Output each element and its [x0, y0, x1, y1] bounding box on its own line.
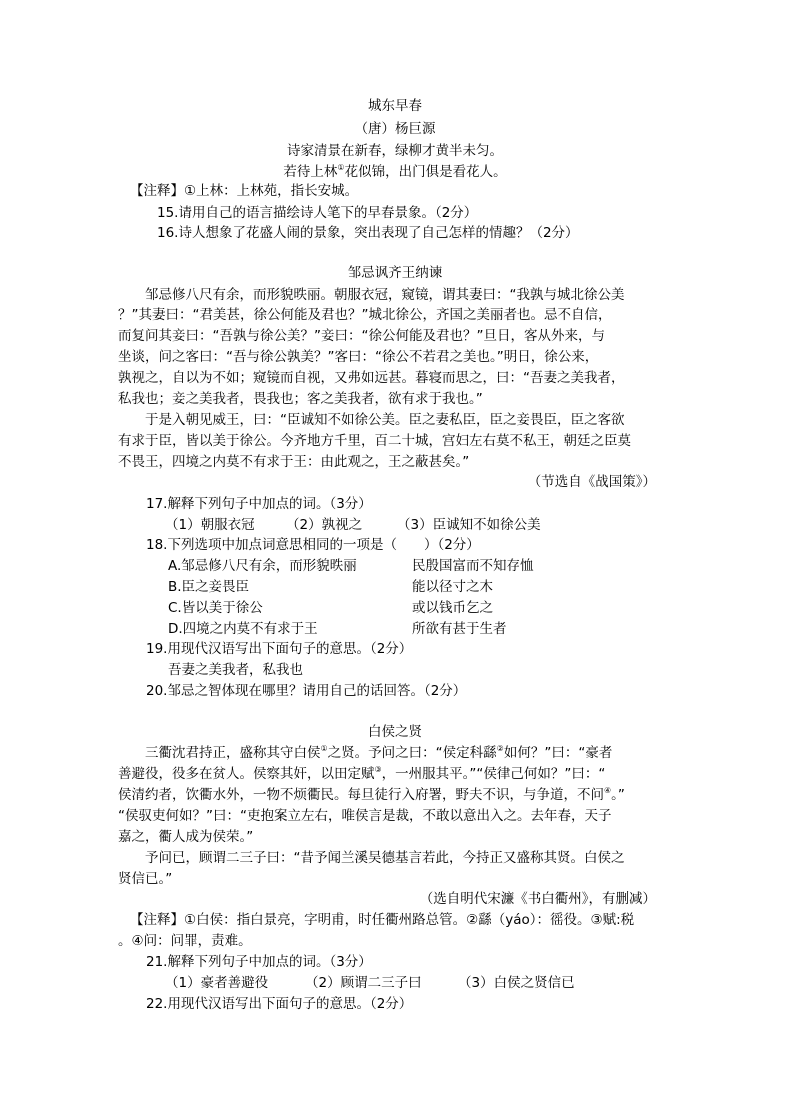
text3-line: 三衢沈君持正，盛称其守白侯①之贤。予问之曰：“侯定科繇②如何？”曰：“豪者	[145, 744, 613, 761]
q17-item-3: （3）臣诚知不如徐公美	[397, 517, 541, 533]
q17-item-1: （1）朝服衣冠	[165, 517, 255, 533]
q18-option-d-compare: 所欲有甚于生者	[412, 621, 507, 637]
text2-line: 不畏王，四境之内莫不有求于王：由此观之，王之蔽甚矣。”	[118, 454, 470, 470]
q18-option-b: B.臣之妾畏臣	[168, 579, 250, 595]
question-22: 22.用现代汉语写出下面句子的意思。（2分）	[146, 996, 413, 1012]
text2-line: 邹忌修八尺有余，而形貌昳丽。朝服衣冠，窥镜，谓其妻曰：“我孰与城北徐公美	[145, 287, 625, 303]
q17-item-2: （2）孰视之	[286, 517, 363, 533]
text3-note-cont: 。④问：问罪，责难。	[118, 933, 252, 949]
text3-line: 善避役，役多在贫人。侯察其奸，以田定赋③，一州服其平。”“侯律己何如？”曰：“	[118, 765, 606, 782]
poem-author: （唐）杨巨源	[354, 121, 436, 137]
text3-title: 白侯之贤	[368, 724, 422, 740]
question-18: 18.下列选项中加点词意思相同的一项是（ ）（2分）	[146, 537, 480, 553]
q18-option-b-compare: 能以径寸之木	[412, 579, 493, 595]
q18-option-c-compare: 或以钱币乞之	[412, 600, 493, 616]
text2-line: 有求于臣，皆以美于徐公。今齐地方千里，百二十城，宫妇左右莫不私王，朝廷之臣莫	[118, 433, 631, 449]
text3-note: 【注释】①白侯：指白景亮，字明甫，时任衢州路总管。②繇（yáo）：徭役。③赋:税	[130, 912, 635, 928]
question-15: 15.请用自己的语言描绘诗人笔下的早春景象。（2分）	[157, 205, 478, 221]
text2-line: 孰视之，自以为不如；窥镜而自视，又弗如远甚。暮寝而思之，曰：“吾妻之美我者，	[118, 370, 625, 386]
q21-item-3: （3）白侯之贤信已	[458, 975, 575, 991]
text2-line: 私我也；妾之美我者，畏我也；客之美我者，欲有求于我也。”	[118, 391, 483, 407]
text3-line: 侯清约者，饮衢水外，一物不烦衢民。每旦徒行入府署，野夫不识，与争道，不问④。”	[118, 786, 625, 803]
text2-source: （节选自《战国策》）	[527, 474, 656, 490]
question-21: 21.解释下列句子中加点的词。（3分）	[146, 954, 372, 970]
text3-line: 予问已，顾谓二三子曰：“昔予闻兰溪吴德基言若此，今持正又盛称其贤。白侯之	[145, 850, 625, 866]
question-19: 19.用现代汉语写出下面句子的意思。（2分）	[146, 641, 413, 657]
text2-line: 于是入朝见威王，曰：“臣诚知不如徐公美。臣之妻私臣，臣之妾畏臣，臣之客欲	[145, 412, 625, 428]
q19-sentence: 吾妻之美我者，私我也	[168, 662, 303, 678]
text2-line: 坐谈，问之客曰：“吾与徐公孰美？”客曰：“徐公不若君之美也。”明日，徐公来，	[118, 349, 599, 365]
poem-line-1: 诗家清景在新春，绿柳才黄半未匀。	[287, 143, 503, 159]
q18-option-c: C.皆以美于徐公	[168, 600, 263, 616]
q21-item-1: （1）豪者善避役	[165, 975, 269, 991]
q18-option-d: D.四境之内莫不有求于王	[168, 621, 318, 637]
text2-line: ？”其妻曰：“君美甚，徐公何能及君也？”城北徐公，齐国之美丽者也。忌不自信，	[118, 307, 612, 323]
poem-note: 【注释】①上林：上林苑，指长安城。	[130, 183, 359, 199]
poem-title: 城东早春	[368, 98, 422, 114]
text3-line: “侯驭吏何如？”曰：“吏抱案立左右，唯侯言是裁，不敢以意出入之。去年春，天子	[118, 808, 612, 824]
question-17: 17.解释下列句子中加点的词。（3分）	[146, 496, 372, 512]
question-16: 16.诗人想象了花盛人闹的景象，突出表现了自己怎样的情趣？（2分）	[157, 225, 579, 241]
text3-line: 贤信已。”	[118, 871, 173, 887]
q18-option-a: A.邹忌修八尺有余，而形貌昳丽	[168, 558, 357, 574]
q18-option-a-compare: 民殷国富而不知存恤	[412, 558, 534, 574]
q21-item-2: （2）顾谓二三子曰	[305, 975, 422, 991]
text2-line: 而复问其妾曰：“吾孰与徐公美？”妾曰：“徐公何能及君也？”旦日，客从外来，与	[118, 328, 605, 344]
text2-title: 邹忌讽齐王纳谏	[347, 265, 443, 281]
text3-source: （选自明代宋濂《书白衢州》，有删减）	[419, 891, 656, 907]
question-20: 20.邹忌之智体现在哪里？请用自己的话回答。（2分）	[146, 683, 467, 699]
poem-line-2: 若待上林①花似锦，出门俱是看花人。	[283, 163, 507, 180]
text3-line: 嘉之，衢人成为侯荣。”	[118, 829, 254, 845]
